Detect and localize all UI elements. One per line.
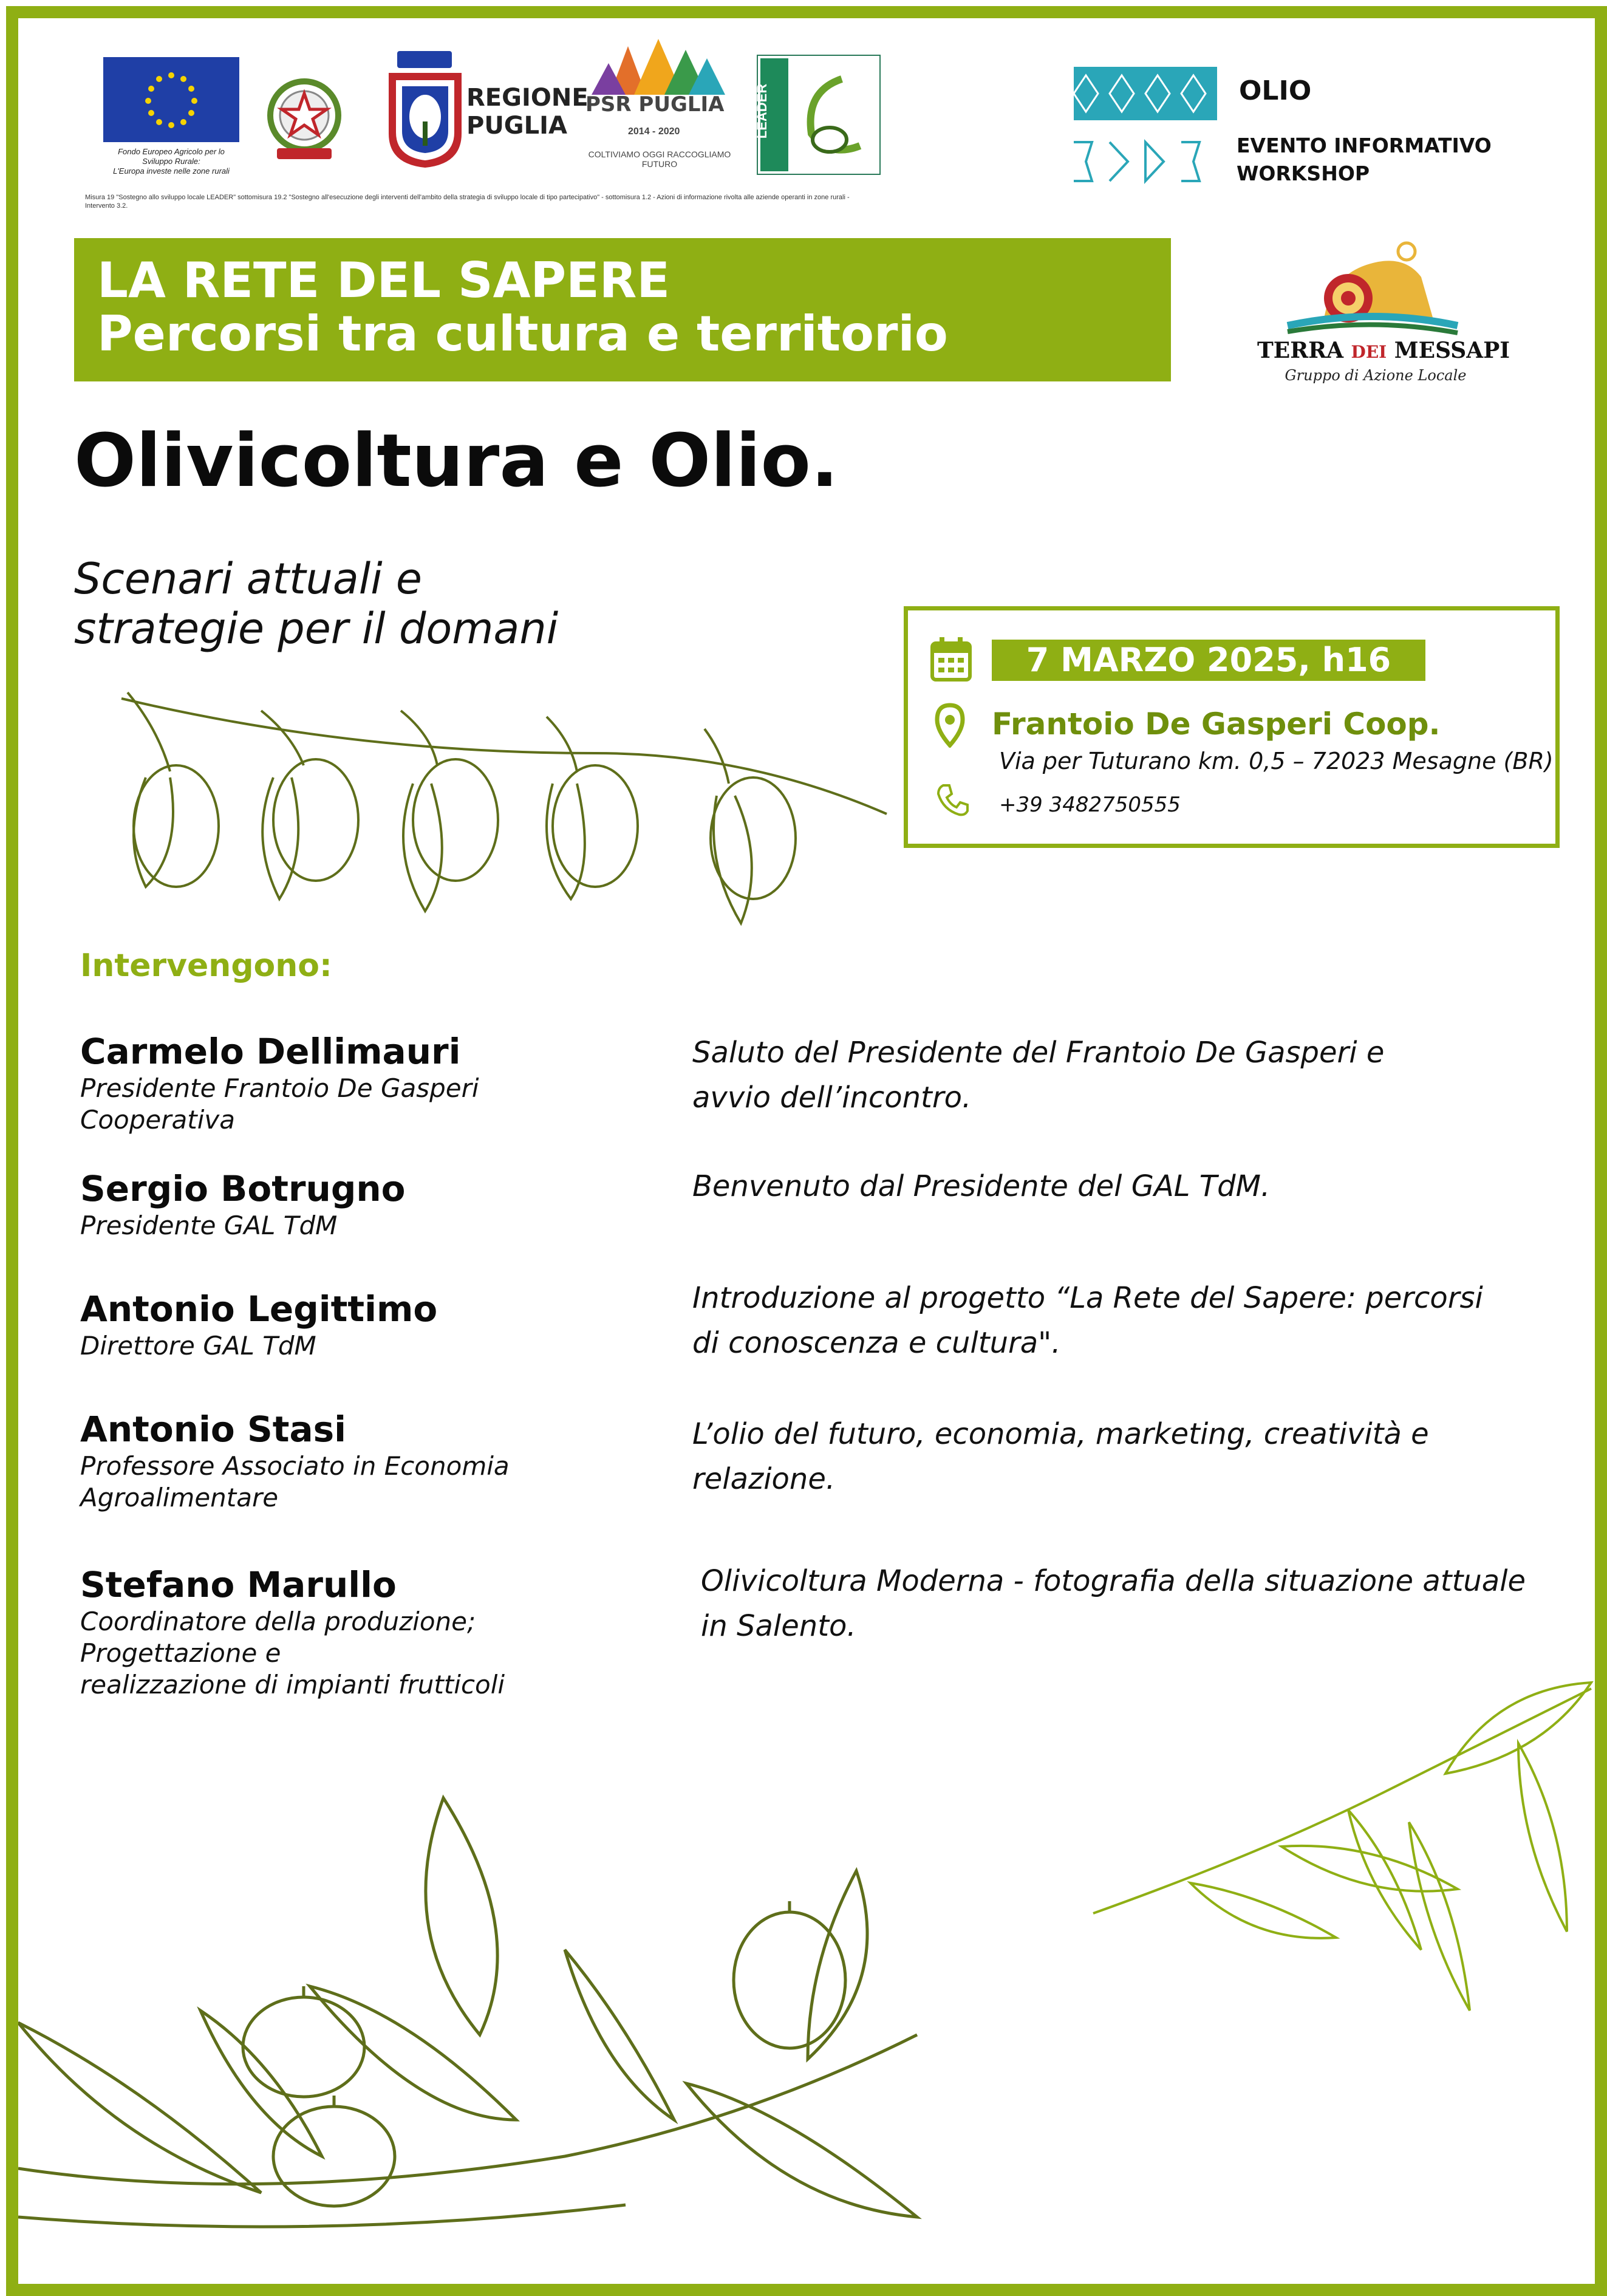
funding-fine-print: Misura 19 "Sostegno allo sviluppo locale LEADER" sottomisura 19.2 "Sostegno all'esecuzione degli interventi dell'ambito della strategia di sviluppo locale di tipo partecipativo" - sottomisura 1.2 - Azioni di informazione rivolta alle aziende operanti in zone rurali - Intervento 3.2. — [85, 194, 850, 210]
olive-branch-bottom-left — [18, 1780, 966, 2272]
location-pin-icon — [935, 703, 965, 748]
gal-subtitle: Gruppo di Azione Locale — [1285, 367, 1467, 384]
terra-dei-messapi-logo — [1251, 241, 1510, 392]
eu-caption-3: L'Europa investe nelle zone rurali — [113, 166, 230, 176]
leader-text: LEADER — [754, 83, 770, 139]
speaker-role-line: Cooperativa — [80, 1105, 235, 1135]
gal-name-part-1: TERRA — [1257, 338, 1351, 363]
speaker-role-line: Coordinatore della produzione; — [80, 1607, 476, 1636]
psr-puglia-logo — [585, 34, 734, 186]
italian-emblem-logo — [259, 72, 350, 169]
speaker-3 — [80, 1288, 687, 1362]
topic-line: Introduzione al progetto “La Rete del Sapere: percorsi — [692, 1281, 1483, 1315]
speaker-name: Antonio Legittimo — [80, 1288, 438, 1330]
pattern-strip-top — [1074, 67, 1217, 120]
event-address: Via per Tuturano km. 0,5 – 72023 Mesagne (BR) — [999, 748, 1554, 774]
speaker-4-topic — [692, 1412, 1543, 1502]
speaker-role-line: Presidente Frantoio De Gasperi — [80, 1073, 479, 1103]
speaker-name: Carmelo Dellimauri — [80, 1031, 461, 1072]
eu-caption-2: Sviluppo Rurale: — [142, 157, 200, 166]
speaker-role-line: realizzazione di impianti frutticoli — [80, 1670, 505, 1700]
speaker-5 — [80, 1563, 687, 1701]
speakers-label: Intervengono: — [80, 948, 332, 984]
subtitle-line-1: Scenari attuali e — [74, 554, 422, 604]
gal-name — [1257, 338, 1510, 363]
tag-line-2: WORKSHOP — [1237, 162, 1370, 185]
speaker-3-topic — [692, 1276, 1543, 1365]
speaker-2-topic — [692, 1164, 1543, 1209]
subtitle-line-2: strategie per il domani — [74, 604, 559, 654]
topic-line: di conoscenza e cultura". — [692, 1326, 1061, 1360]
eu-caption-1: Fondo Europeo Agricolo per lo — [118, 147, 225, 156]
title-banner — [74, 238, 1171, 381]
leader-logo — [754, 55, 881, 175]
gal-emblem-icon — [1251, 241, 1494, 344]
speaker-1-topic — [692, 1030, 1543, 1120]
tag-line-1: EVENTO INFORMATIVO — [1237, 134, 1492, 157]
banner-line-2: Percorsi tra cultura e territorio — [97, 306, 948, 362]
speaker-role-line: Direttore GAL TdM — [80, 1331, 316, 1361]
speaker-name: Stefano Marullo — [80, 1564, 397, 1605]
olive-branch-illustration — [109, 680, 899, 972]
speaker-1 — [80, 1030, 687, 1136]
event-info-box — [904, 606, 1560, 848]
event-phone[interactable]: +39 3482750555 — [999, 793, 1181, 817]
topic-line: Olivicoltura Moderna - fotografia della situazione attuale — [701, 1564, 1526, 1598]
star-emblem-icon — [259, 72, 350, 169]
gal-name-part-3: MESSAPI — [1387, 338, 1510, 363]
topic-line: Saluto del Presidente del Frantoio De Gasperi e — [692, 1036, 1385, 1070]
tag-title: OLIO — [1239, 75, 1312, 106]
trulli-icon — [585, 34, 734, 101]
topic-line: in Salento. — [701, 1609, 856, 1643]
topic-line: relazione. — [692, 1462, 836, 1496]
regione-puglia-text: REGIONE PUGLIA — [466, 84, 589, 140]
psr-title: PSR PUGLIA — [585, 92, 725, 117]
gal-name-part-2: DEI — [1351, 342, 1387, 362]
topic-line: Benvenuto dal Presidente del GAL TdM. — [692, 1169, 1271, 1203]
banner-line-1: LA RETE DEL SAPERE — [97, 252, 670, 309]
calendar-icon — [930, 635, 972, 683]
speaker-role-line: Presidente GAL TdM — [80, 1211, 338, 1240]
eu-flag-icon — [103, 57, 239, 185]
event-date: 7 MARZO 2025, h16 — [992, 640, 1425, 681]
page-subtitle — [74, 554, 803, 654]
speaker-role-line: Professore Associato in Economia — [80, 1451, 510, 1481]
event-venue: Frantoio De Gasperi Coop. — [992, 706, 1441, 742]
topic-line: L’olio del futuro, economia, marketing, creatività e — [692, 1417, 1429, 1451]
regione-puglia-logo — [383, 49, 589, 170]
eu-flag-logo — [103, 57, 239, 185]
psr-years: 2014 - 2020 — [628, 126, 680, 137]
speaker-name: Antonio Stasi — [80, 1409, 347, 1450]
speaker-2 — [80, 1167, 687, 1242]
speaker-name: Sergio Botrugno — [80, 1168, 406, 1209]
topic-line: avvio dell’incontro. — [692, 1081, 972, 1115]
phone-icon — [935, 782, 971, 818]
speaker-role-line: Progettazione e — [80, 1638, 281, 1668]
speaker-5-topic — [701, 1559, 1551, 1649]
speaker-4 — [80, 1408, 687, 1514]
page-title: Olivicoltura e Olio. — [74, 419, 839, 504]
speaker-role-line: Agroalimentare — [80, 1483, 279, 1512]
psr-motto: COLTIVIAMO OGGI RACCOGLIAMO FUTURO — [588, 149, 731, 169]
leader-icon — [757, 55, 881, 175]
pattern-strip-bottom — [1074, 136, 1217, 187]
olive-branch-bottom-right — [1081, 1670, 1597, 2035]
